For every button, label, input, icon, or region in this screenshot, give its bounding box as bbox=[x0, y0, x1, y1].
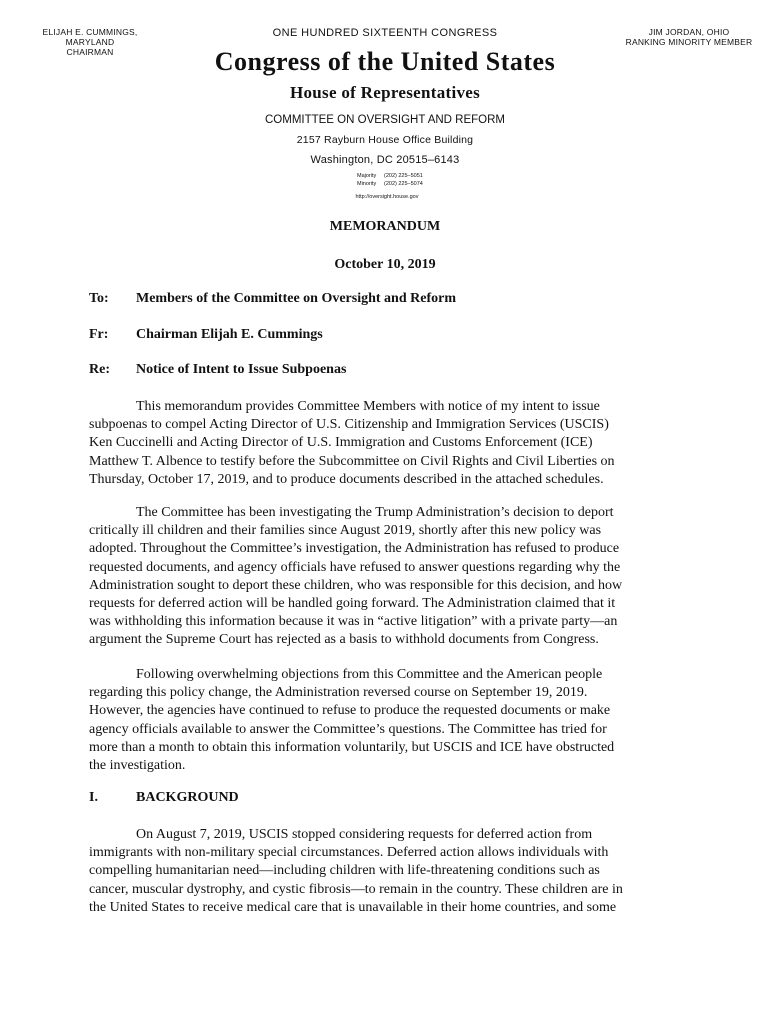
house-title: House of Representatives bbox=[289, 83, 481, 102]
paragraph-line: regarding this policy change, the Administration reversed course on September 19, 2019. bbox=[89, 685, 588, 701]
paragraph-line: Following overwhelming objections from this Committee and the American people bbox=[136, 667, 603, 682]
paragraph-line: Thursday, October 17, 2019, and to produce documents described in the attached schedules. bbox=[89, 471, 604, 487]
to-value: Members of the Committee on Oversight and Reform bbox=[136, 291, 456, 306]
paragraph-line: compelling humanitarian need—including children with life-threatening conditions such as bbox=[89, 863, 600, 879]
ranking-member-block bbox=[614, 27, 764, 47]
memo-date: October 10, 2019 bbox=[334, 257, 436, 272]
memo-from-row bbox=[89, 327, 323, 343]
ranking-member-name: JIM JORDAN, OHIO bbox=[648, 27, 730, 37]
paragraph-line: The Committee has been investigating the Trump Administration’s decision to deport bbox=[136, 505, 614, 520]
ranking-member-title: RANKING MINORITY MEMBER bbox=[625, 37, 753, 47]
website-link[interactable]: http://oversight.house.gov bbox=[355, 194, 419, 200]
paragraph-intent bbox=[89, 398, 689, 489]
chairman-title: CHAIRMAN bbox=[66, 47, 114, 57]
minority-label: Minority bbox=[357, 180, 377, 187]
office-address: 2157 Rayburn House Office Building bbox=[296, 134, 474, 146]
majority-label: Majority bbox=[357, 173, 377, 179]
committee-name: COMMITTEE ON OVERSIGHT AND REFORM bbox=[264, 114, 506, 126]
memo-re-row bbox=[89, 362, 346, 378]
majority-phone: (202) 225–5051 bbox=[384, 173, 423, 179]
section-number: I. bbox=[89, 790, 98, 805]
paragraph-line: Ken Cuccinelli and Acting Director of U.S. Immigration and Customs Enforcement (ICE) bbox=[89, 435, 593, 451]
paragraph-line: agency officials available to answer the Committee’s questions. The Committee has tried for bbox=[89, 721, 607, 737]
paragraph-line: the investigation. bbox=[89, 758, 186, 774]
to-label: To: bbox=[89, 291, 109, 306]
paragraph-line: more than a month to obtain this information voluntarily, but USCIS and ICE have obstructed bbox=[89, 739, 615, 755]
minority-phone-row bbox=[357, 181, 423, 189]
paragraph-line: adopted. Throughout the Committee’s investigation, the Administration has refused to produce bbox=[89, 541, 620, 557]
paragraph-line: This memorandum provides Committee Members with notice of my intent to issue bbox=[136, 399, 600, 414]
chairman-name: ELIJAH E. CUMMINGS, MARYLAND bbox=[42, 27, 138, 47]
re-label: Re: bbox=[89, 362, 110, 377]
from-value: Chairman Elijah E. Cummings bbox=[136, 327, 323, 342]
majority-phone-row bbox=[357, 173, 423, 181]
minority-phone: (202) 225–5074 bbox=[384, 180, 423, 187]
congress-number: ONE HUNDRED SIXTEENTH CONGRESS bbox=[272, 27, 498, 39]
paragraph-line: Administration sought to deport these children, who was responsible for this decision, and how bbox=[89, 577, 623, 593]
paragraph-line: cancer, muscular dystrophy, and cystic fibrosis—to remain in the country. These children are in bbox=[89, 881, 623, 897]
section-title: BACKGROUND bbox=[136, 790, 239, 805]
paragraph-line: However, the agencies have continued to refuse to produce the requested documents or make bbox=[89, 703, 611, 719]
paragraph-investigation bbox=[89, 504, 689, 650]
phone-numbers bbox=[357, 173, 423, 188]
paragraph-line: the United States to receive medical care that is unavailable in their home countries, and some bbox=[89, 899, 617, 915]
paragraph-line: subpoenas to compel Acting Director of U.S. Citizenship and Immigration Services (USCIS) bbox=[89, 417, 609, 433]
paragraph-line: critically ill children and their families since August 2019, shortly after this new policy was bbox=[89, 523, 602, 539]
paragraph-line: was withholding this information because it was in “active litigation” with a private party—an bbox=[89, 614, 618, 630]
paragraph-line: Matthew T. Albence to testify before the Subcommittee on Civil Rights and Civil Liberties on bbox=[89, 453, 615, 469]
paragraph-background bbox=[89, 826, 689, 917]
paragraph-line: On August 7, 2019, USCIS stopped considering requests for deferred action from bbox=[136, 827, 593, 842]
congress-title: Congress of the United States bbox=[214, 47, 556, 76]
paragraph-line: requested documents, and agency officials have refused to answer questions regarding why the bbox=[89, 559, 621, 575]
from-label: Fr: bbox=[89, 327, 109, 342]
paragraph-line: immigrants with non-military special circumstances. Deferred action allows individuals with bbox=[89, 845, 609, 861]
memo-title: MEMORANDUM bbox=[329, 219, 441, 234]
section-heading-background bbox=[89, 790, 239, 806]
office-city: Washington, DC 20515–6143 bbox=[310, 154, 460, 166]
memo-to-row bbox=[89, 291, 456, 307]
paragraph-line: argument the Supreme Court has rejected as a basis to withhold documents from Congress. bbox=[89, 632, 599, 648]
re-value: Notice of Intent to Issue Subpoenas bbox=[136, 362, 347, 377]
paragraph-line: requests for deferred action will be handled going forward. The Administration claimed that it bbox=[89, 596, 616, 612]
paragraph-reversal bbox=[89, 666, 689, 775]
